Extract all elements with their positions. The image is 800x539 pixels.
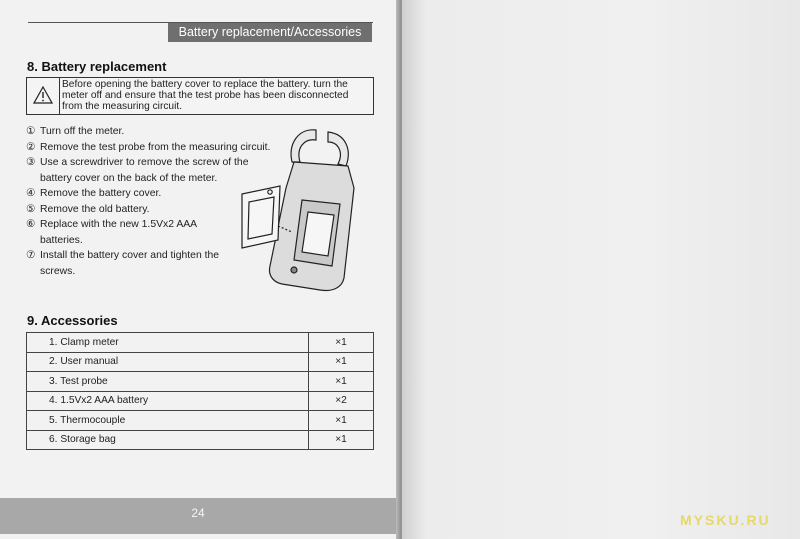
table-row <box>27 372 374 392</box>
accessory-qty: ×2 <box>309 391 374 411</box>
table-row <box>27 352 374 372</box>
step-number: ① <box>26 126 36 137</box>
step-number: ② <box>26 141 36 153</box>
accessory-name: 6. Storage bag <box>27 430 309 450</box>
step-text: Replace with the new 1.5Vx2 AAA batteries. <box>40 219 197 246</box>
step-text: Install the battery cover and tighten the screws. <box>40 250 220 277</box>
right-page-blank <box>402 0 800 539</box>
clamp-meter-illustration <box>236 128 376 298</box>
accessories-heading: 9. Accessories <box>27 313 118 328</box>
page-number: 24 <box>191 506 205 520</box>
step-number: ⑥ <box>26 219 36 230</box>
table-row <box>27 430 374 450</box>
table-row <box>27 333 374 353</box>
step-text: Turn off the meter. <box>40 126 125 137</box>
accessory-qty: ×1 <box>309 372 374 392</box>
page-header-title: Battery replacement/Accessories <box>168 23 372 42</box>
table-row <box>27 411 374 431</box>
step-text: Remove the test probe from the measuring circuit. <box>40 141 271 153</box>
accessory-qty: ×1 <box>309 352 374 372</box>
site-watermark: MYSKU.RU <box>680 512 771 528</box>
step-text: Remove the old battery. <box>40 203 150 215</box>
step-number: ③ <box>26 157 36 168</box>
accessory-name: 4. 1.5Vx2 AAA battery <box>27 391 309 411</box>
step-text: Use a screwdriver to remove the screw of the battery cover on the back of the meter. <box>40 157 249 184</box>
accessory-qty: ×1 <box>309 411 374 431</box>
accessories-table <box>26 332 374 450</box>
accessory-name: 3. Test probe <box>27 372 309 392</box>
warning-text: Before opening the battery cover to replace the battery. turn the meter off and ensure that the test probe has been disconnected from the measuring circuit. <box>62 79 349 113</box>
warning-icon <box>27 78 60 114</box>
accessory-name: 1. Clamp meter <box>27 333 309 353</box>
accessory-name: 2. User manual <box>27 352 309 372</box>
step-number: ⑤ <box>26 203 36 215</box>
accessory-qty: ×1 <box>309 430 374 450</box>
accessory-qty: ×1 <box>309 333 374 353</box>
step-text: Remove the battery cover. <box>40 188 162 199</box>
table-row <box>27 391 374 411</box>
warning-box <box>26 77 374 115</box>
battery-heading: 8. Battery replacement <box>27 59 167 74</box>
accessory-name: 5. Thermocouple <box>27 411 309 431</box>
step-number: ⑦ <box>26 250 36 261</box>
step-number: ④ <box>26 188 36 199</box>
